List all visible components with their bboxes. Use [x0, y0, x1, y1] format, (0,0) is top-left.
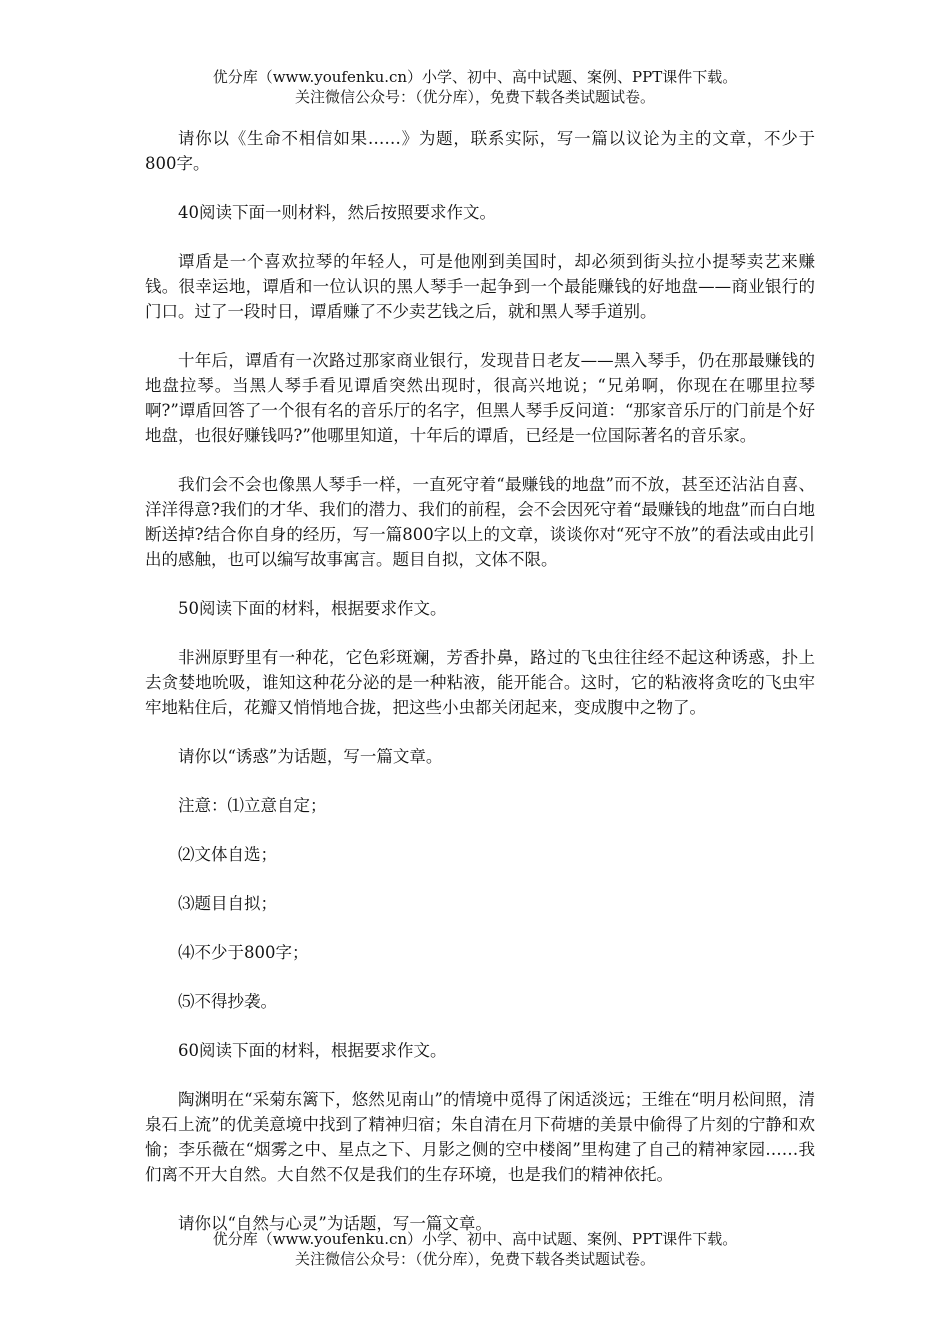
note-item-2: ⑵文体自选；	[178, 845, 277, 864]
header-line-2: 关注微信公众号：（优分库），免费下载各类试题试卷。	[294, 88, 655, 106]
footer-line-2: 关注微信公众号：（优分库），免费下载各类试题试卷。	[294, 1250, 655, 1268]
footer-line-1: 优分库（www.youfenku.cn）小学、初中、高中试题、案例、PPT课件下载。	[212, 1230, 738, 1248]
note-item-5: ⑸不得抄袭。	[178, 992, 277, 1011]
page-header	[0, 67, 950, 107]
header-line-1: 优分库（www.youfenku.cn）小学、初中、高中试题、案例、PPT课件下载。	[212, 68, 738, 86]
paragraph-nature: 陶渊明在“采菊东篱下，悠然见南山”的情境中觅得了闲适淡远；王维在“明月松间照，清泉石上流”的优美意境中找到了精神归宿；朱自清在月下荷塘的美景中偷得了片刻的宁静和欢愉；李乐薇在“烟雾之中、星点之下、月影之侧的空中楼阁”里构建了自己的精神家园……我们离不开大自然。大自然不仅是我们的生存环境，也是我们的精神依托。	[145, 1090, 815, 1184]
note-item-1: 注意：⑴立意自定；	[178, 796, 327, 815]
paragraph-nature-prompt: 请你以“自然与心灵”为话题，写一篇文章。	[178, 1214, 492, 1233]
note-item-4: ⑷不少于800字；	[178, 943, 309, 962]
paragraph-flower: 非洲原野里有一种花，它色彩斑斓，芳香扑鼻，路过的飞虫往往经不起这种诱惑，扑上去贪婪地吮吸，谁知这种花分泌的是一种粘液，能开能合。这时，它的粘液将贪吃的飞虫牢牢地粘住后，花瓣又悄悄地合拢，把这些小虫都关闭起来，变成腹中之物了。	[145, 648, 815, 717]
document-body	[145, 126, 815, 1260]
paragraph-temptation-prompt: 请你以“诱惑”为话题，写一篇文章。	[178, 747, 443, 766]
paragraph-tan-dun-prompt: 我们会不会也像黑人琴手一样，一直死守着“最赚钱的地盘”而不放，甚至还沾沾自喜、洋洋得意?我们的才华、我们的潜力、我们的前程，会不会因死守着“最赚钱的地盘”而白白地断送掉?结合你自身的经历，写一篇800字以上的文章，谈谈你对“死守不放”的看法或由此引出的感触，也可以编写故事寓言。题目自拟，文体不限。	[145, 475, 815, 569]
section-60-heading: 60阅读下面的材料，根据要求作文。	[178, 1041, 447, 1060]
paragraph-tan-dun-1: 谭盾是一个喜欢拉琴的年轻人，可是他刚到美国时，却必须到街头拉小提琴卖艺来赚钱。很幸运地，谭盾和一位认识的黑人琴手一起争到一个最能赚钱的好地盘——商业银行的门口。过了一段时日，谭盾赚了不少卖艺钱之后，就和黑人琴手道别。	[145, 252, 815, 321]
section-50-heading: 50阅读下面的材料，根据要求作文。	[178, 599, 447, 618]
note-item-3: ⑶题目自拟；	[178, 894, 277, 913]
paragraph-tan-dun-2: 十年后，谭盾有一次路过那家商业银行，发现昔日老友——黑入琴手，仍在那最赚钱的地盘拉琴。当黑人琴手看见谭盾突然出现时，很高兴地说；“兄弟啊，你现在在哪里拉琴啊?”谭盾回答了一个很有名的音乐厅的名字，但黑人琴手反问道：“那家音乐厅的门前是个好地盘，也很好赚钱吗?”他哪里知道，十年后的谭盾，已经是一位国际著名的音乐家。	[145, 351, 815, 445]
page-footer	[0, 1229, 950, 1269]
paragraph-1: 请你以《生命不相信如果……》为题，联系实际，写一篇以议论为主的文章，不少于800字。	[145, 129, 815, 173]
section-40-heading: 40阅读下面一则材料，然后按照要求作文。	[178, 203, 496, 222]
